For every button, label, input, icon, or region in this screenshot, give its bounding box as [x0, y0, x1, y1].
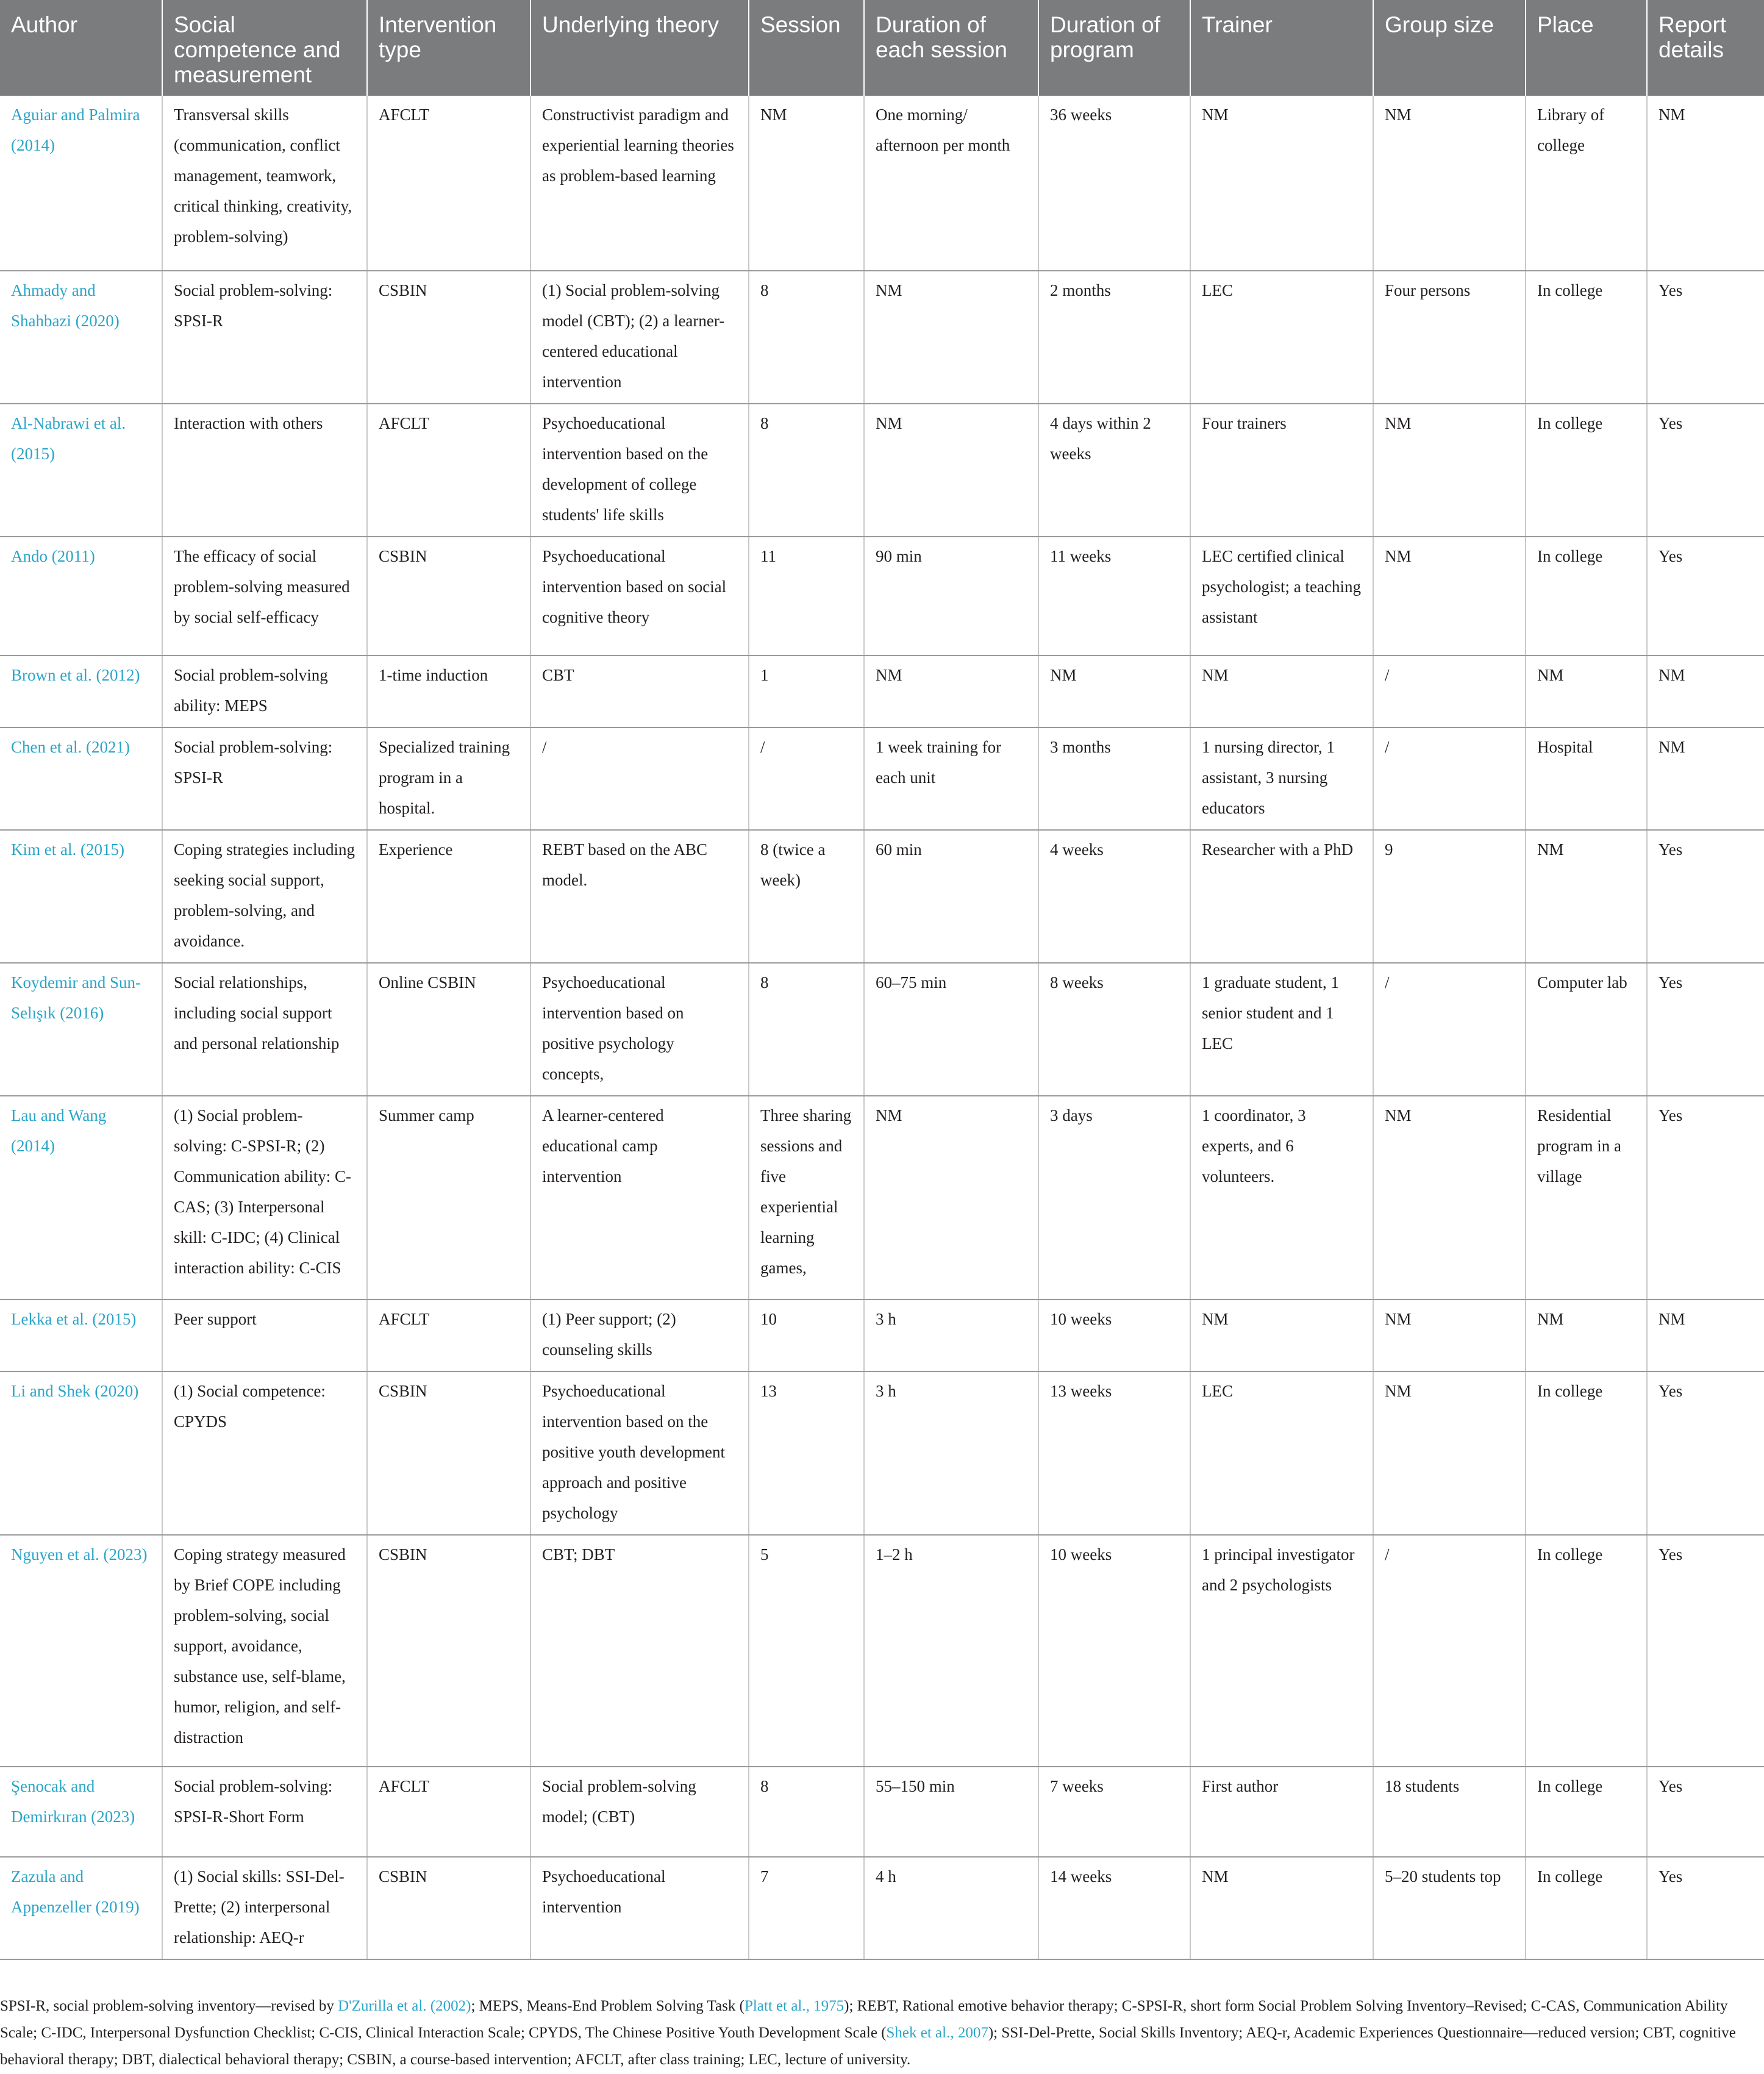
cell-author[interactable]: Kim et al. (2015): [0, 830, 162, 963]
table-row: [0, 404, 1764, 537]
cell-group-size: /: [1373, 728, 1526, 830]
cell-program-duration: 11 weeks: [1038, 537, 1190, 656]
cell-report-details: Yes: [1647, 1096, 1764, 1300]
cell-measurement: Social problem-solving: SPSI-R: [162, 271, 367, 404]
table-row: [0, 656, 1764, 728]
cell-report-details: Yes: [1647, 963, 1764, 1096]
cell-underlying-theory: CBT: [530, 656, 749, 728]
table-row: [0, 728, 1764, 830]
table-row: [0, 1300, 1764, 1371]
cell-session: 8: [749, 1767, 864, 1857]
cell-session-duration: NM: [864, 404, 1038, 537]
cell-group-size: NM: [1373, 1371, 1526, 1535]
cell-place: In college: [1526, 1535, 1647, 1767]
table-row: [0, 1857, 1764, 1959]
cell-intervention-type: CSBIN: [367, 1371, 530, 1535]
cell-session: Three sharing sessions and five experiential learning games,: [749, 1096, 864, 1300]
cell-group-size: 9: [1373, 830, 1526, 963]
cell-session-duration: 3 h: [864, 1371, 1038, 1535]
cell-intervention-type: AFCLT: [367, 1300, 530, 1371]
cell-session-duration: 4 h: [864, 1857, 1038, 1959]
cell-session-duration: 55–150 min: [864, 1767, 1038, 1857]
cell-session: 10: [749, 1300, 864, 1371]
column-header-session-duration: Duration of each session: [864, 0, 1038, 96]
cell-program-duration: 3 months: [1038, 728, 1190, 830]
cell-program-duration: 8 weeks: [1038, 963, 1190, 1096]
cell-intervention-type: CSBIN: [367, 1857, 530, 1959]
cell-group-size: NM: [1373, 96, 1526, 271]
cell-author[interactable]: Ahmady and Shahbazi (2020): [0, 271, 162, 404]
cell-author[interactable]: Lau and Wang (2014): [0, 1096, 162, 1300]
cell-underlying-theory: REBT based on the ABC model.: [530, 830, 749, 963]
cell-author[interactable]: Lekka et al. (2015): [0, 1300, 162, 1371]
header-row: [0, 0, 1764, 96]
cell-intervention-type: Specialized training program in a hospital.: [367, 728, 530, 830]
cell-measurement: Social problem-solving: SPSI-R-Short Form: [162, 1767, 367, 1857]
cell-session: 8: [749, 404, 864, 537]
cell-measurement: (1) Social skills: SSI-Del-Prette; (2) interpersonal relationship: AEQ-r: [162, 1857, 367, 1959]
cell-underlying-theory: (1) Social problem-solving model (CBT); (2) a learner-centered educational intervention: [530, 271, 749, 404]
column-header-session: Session: [749, 0, 864, 96]
column-header-author: Author: [0, 0, 162, 96]
cell-author[interactable]: Nguyen et al. (2023): [0, 1535, 162, 1767]
cell-session-duration: NM: [864, 271, 1038, 404]
column-header-trainer: Trainer: [1190, 0, 1373, 96]
cell-session: 5: [749, 1535, 864, 1767]
cell-session: 11: [749, 537, 864, 656]
footnote-text-2: ; MEPS, Means-End Problem Solving Task (: [471, 1998, 745, 2014]
cell-program-duration: 10 weeks: [1038, 1300, 1190, 1371]
cell-author[interactable]: Şenocak and Demirkıran (2023): [0, 1767, 162, 1857]
cell-author[interactable]: Chen et al. (2021): [0, 728, 162, 830]
column-header-program-duration: Duration of program: [1038, 0, 1190, 96]
cell-measurement: (1) Social competence: CPYDS: [162, 1371, 367, 1535]
cell-trainer: 1 principal investigator and 2 psychologists: [1190, 1535, 1373, 1767]
cell-place: In college: [1526, 1857, 1647, 1959]
cell-report-details: Yes: [1647, 1857, 1764, 1959]
cell-program-duration: 4 days within 2 weeks: [1038, 404, 1190, 537]
cell-session-duration: 1 week training for each unit: [864, 728, 1038, 830]
table-row: [0, 271, 1764, 404]
cell-measurement: Social problem-solving: SPSI-R: [162, 728, 367, 830]
cell-place: Residential program in a village: [1526, 1096, 1647, 1300]
cell-author[interactable]: Brown et al. (2012): [0, 656, 162, 728]
cell-group-size: /: [1373, 656, 1526, 728]
cell-measurement: Coping strategies including seeking social support, problem-solving, and avoidance.: [162, 830, 367, 963]
cell-trainer: Researcher with a PhD: [1190, 830, 1373, 963]
column-header-measurement: Social competence and measurement: [162, 0, 367, 96]
cell-underlying-theory: (1) Peer support; (2) counseling skills: [530, 1300, 749, 1371]
cell-trainer: LEC: [1190, 271, 1373, 404]
cell-intervention-type: CSBIN: [367, 537, 530, 656]
table-row: [0, 96, 1764, 271]
cell-session: /: [749, 728, 864, 830]
cell-place: In college: [1526, 1371, 1647, 1535]
cell-intervention-type: CSBIN: [367, 271, 530, 404]
table-row: [0, 1371, 1764, 1535]
cell-trainer: Four trainers: [1190, 404, 1373, 537]
cell-group-size: /: [1373, 1535, 1526, 1767]
cell-session: 8: [749, 963, 864, 1096]
cell-report-details: Yes: [1647, 404, 1764, 537]
cell-measurement: Social relationships, including social support and personal relationship: [162, 963, 367, 1096]
cell-session-duration: 3 h: [864, 1300, 1038, 1371]
cell-program-duration: 14 weeks: [1038, 1857, 1190, 1959]
cell-underlying-theory: Psychoeducational intervention based on positive psychology concepts,: [530, 963, 749, 1096]
cell-author[interactable]: Aguiar and Palmira (2014): [0, 96, 162, 271]
cell-session: 13: [749, 1371, 864, 1535]
cell-underlying-theory: /: [530, 728, 749, 830]
cell-trainer: 1 coordinator, 3 experts, and 6 volunteers.: [1190, 1096, 1373, 1300]
cell-trainer: NM: [1190, 656, 1373, 728]
cell-report-details: Yes: [1647, 830, 1764, 963]
cell-author[interactable]: Zazula and Appenzeller (2019): [0, 1857, 162, 1959]
cell-intervention-type: Summer camp: [367, 1096, 530, 1300]
cell-underlying-theory: Psychoeducational intervention: [530, 1857, 749, 1959]
cell-report-details: NM: [1647, 96, 1764, 271]
cell-underlying-theory: Psychoeducational intervention based on the development of college students' life skills: [530, 404, 749, 537]
table-row: [0, 1535, 1764, 1767]
table-row: [0, 830, 1764, 963]
cell-trainer: 1 nursing director, 1 assistant, 3 nursing educators: [1190, 728, 1373, 830]
cell-author[interactable]: Ando (2011): [0, 537, 162, 656]
cell-session-duration: 90 min: [864, 537, 1038, 656]
footnote-ref-shek[interactable]: Shek et al., 2007: [886, 2025, 988, 2041]
cell-underlying-theory: Social problem-solving model; (CBT): [530, 1767, 749, 1857]
cell-session: 8 (twice a week): [749, 830, 864, 963]
cell-session-duration: NM: [864, 1096, 1038, 1300]
column-header-place: Place: [1526, 0, 1647, 96]
cell-trainer: LEC certified clinical psychologist; a teaching assistant: [1190, 537, 1373, 656]
cell-intervention-type: Experience: [367, 830, 530, 963]
cell-intervention-type: Online CSBIN: [367, 963, 530, 1096]
cell-underlying-theory: A learner-centered educational camp intervention: [530, 1096, 749, 1300]
cell-session: NM: [749, 96, 864, 271]
cell-measurement: Peer support: [162, 1300, 367, 1371]
cell-place: Computer lab: [1526, 963, 1647, 1096]
cell-author[interactable]: Koydemir and Sun-Selışık (2016): [0, 963, 162, 1096]
cell-place: In college: [1526, 404, 1647, 537]
cell-session-duration: 60 min: [864, 830, 1038, 963]
cell-place: NM: [1526, 656, 1647, 728]
cell-session: 1: [749, 656, 864, 728]
table-footnote: [0, 1993, 1756, 2073]
cell-author[interactable]: Li and Shek (2020): [0, 1371, 162, 1535]
cell-place: Hospital: [1526, 728, 1647, 830]
column-header-report-details: Report details: [1647, 0, 1764, 96]
cell-report-details: NM: [1647, 728, 1764, 830]
cell-program-duration: 3 days: [1038, 1096, 1190, 1300]
cell-program-duration: 36 weeks: [1038, 96, 1190, 271]
cell-place: Library of college: [1526, 96, 1647, 271]
footnote-ref-platt[interactable]: Platt et al., 1975: [744, 1998, 845, 2014]
cell-place: In college: [1526, 537, 1647, 656]
cell-group-size: NM: [1373, 1300, 1526, 1371]
cell-measurement: Interaction with others: [162, 404, 367, 537]
cell-group-size: 18 students: [1373, 1767, 1526, 1857]
footnote-text-3: ); REBT, Rational emotive behavior therapy; C-SPSI-R, short form Social Problem Solving Inventory–Revised; C-CAS, Communication Ability Scale; C-IDC, Interpersonal Dysfunction Checklist; C-CIS, Clinical Interaction Scale; CPYDS, The Chinese Positive Youth Development Scale (: [0, 1998, 1728, 2041]
footnote-text-1: SPSI-R, social problem-solving inventory—revised by: [0, 1998, 338, 2014]
cell-measurement: Transversal skills (communication, conflict management, teamwork, critical thinking, creativity, problem-solving): [162, 96, 367, 271]
cell-group-size: NM: [1373, 1096, 1526, 1300]
cell-session-duration: 1–2 h: [864, 1535, 1038, 1767]
cell-report-details: Yes: [1647, 271, 1764, 404]
cell-group-size: Four persons: [1373, 271, 1526, 404]
footnote-text-4: ); SSI-Del-Prette, Social Skills Inventory; AEQ-r, Academic Experiences Questionnaire—reduced version; CBT, cognitive behavioral therapy; DBT, dialectical behavioral therapy; CSBIN, a course-based intervention; AFCLT, after class training; LEC, lecture of university.: [0, 2025, 1736, 2068]
cell-place: In college: [1526, 271, 1647, 404]
cell-report-details: Yes: [1647, 1371, 1764, 1535]
cell-trainer: First author: [1190, 1767, 1373, 1857]
table-row: [0, 537, 1764, 656]
cell-place: NM: [1526, 830, 1647, 963]
cell-report-details: NM: [1647, 1300, 1764, 1371]
cell-trainer: 1 graduate student, 1 senior student and 1 LEC: [1190, 963, 1373, 1096]
column-header-intervention-type: Intervention type: [367, 0, 530, 96]
cell-intervention-type: AFCLT: [367, 404, 530, 537]
table-row: [0, 963, 1764, 1096]
cell-program-duration: NM: [1038, 656, 1190, 728]
cell-session-duration: 60–75 min: [864, 963, 1038, 1096]
cell-underlying-theory: CBT; DBT: [530, 1535, 749, 1767]
cell-program-duration: 7 weeks: [1038, 1767, 1190, 1857]
cell-intervention-type: AFCLT: [367, 1767, 530, 1857]
cell-measurement: Social problem-solving ability: MEPS: [162, 656, 367, 728]
cell-report-details: NM: [1647, 656, 1764, 728]
footnote-ref-dzurilla[interactable]: D'Zurilla et al. (2002): [338, 1998, 471, 2014]
cell-report-details: Yes: [1647, 1767, 1764, 1857]
column-header-group-size: Group size: [1373, 0, 1526, 96]
cell-measurement: (1) Social problem-solving: C-SPSI-R; (2) Communication ability: C-CAS; (3) Interpersonal skill: C-IDC; (4) Clinical interaction ability: C-CIS: [162, 1096, 367, 1300]
cell-session: 7: [749, 1857, 864, 1959]
cell-trainer: NM: [1190, 1857, 1373, 1959]
cell-underlying-theory: Psychoeducational intervention based on social cognitive theory: [530, 537, 749, 656]
cell-place: In college: [1526, 1767, 1647, 1857]
cell-intervention-type: 1-time induction: [367, 656, 530, 728]
cell-measurement: Coping strategy measured by Brief COPE including problem-solving, social support, avoidance, substance use, self-blame, humor, religion, and self-distraction: [162, 1535, 367, 1767]
cell-session-duration: NM: [864, 656, 1038, 728]
cell-measurement: The efficacy of social problem-solving measured by social self-efficacy: [162, 537, 367, 656]
cell-report-details: Yes: [1647, 1535, 1764, 1767]
cell-group-size: /: [1373, 963, 1526, 1096]
table-row: [0, 1767, 1764, 1857]
cell-program-duration: 10 weeks: [1038, 1535, 1190, 1767]
cell-intervention-type: CSBIN: [367, 1535, 530, 1767]
cell-program-duration: 2 months: [1038, 271, 1190, 404]
cell-program-duration: 13 weeks: [1038, 1371, 1190, 1535]
cell-session: 8: [749, 271, 864, 404]
cell-program-duration: 4 weeks: [1038, 830, 1190, 963]
cell-group-size: NM: [1373, 537, 1526, 656]
cell-underlying-theory: Constructivist paradigm and experiential learning theories as problem-based learning: [530, 96, 749, 271]
cell-intervention-type: AFCLT: [367, 96, 530, 271]
cell-trainer: LEC: [1190, 1371, 1373, 1535]
column-header-underlying-theory: Underlying theory: [530, 0, 749, 96]
cell-place: NM: [1526, 1300, 1647, 1371]
table-row: [0, 1096, 1764, 1300]
cell-group-size: 5–20 students top: [1373, 1857, 1526, 1959]
cell-group-size: NM: [1373, 404, 1526, 537]
cell-underlying-theory: Psychoeducational intervention based on the positive youth development approach and positive psychology: [530, 1371, 749, 1535]
cell-session-duration: One morning/ afternoon per month: [864, 96, 1038, 271]
cell-report-details: Yes: [1647, 537, 1764, 656]
cell-trainer: NM: [1190, 96, 1373, 271]
cell-author[interactable]: Al-Nabrawi et al. (2015): [0, 404, 162, 537]
cell-trainer: NM: [1190, 1300, 1373, 1371]
table-body: [0, 96, 1764, 1959]
